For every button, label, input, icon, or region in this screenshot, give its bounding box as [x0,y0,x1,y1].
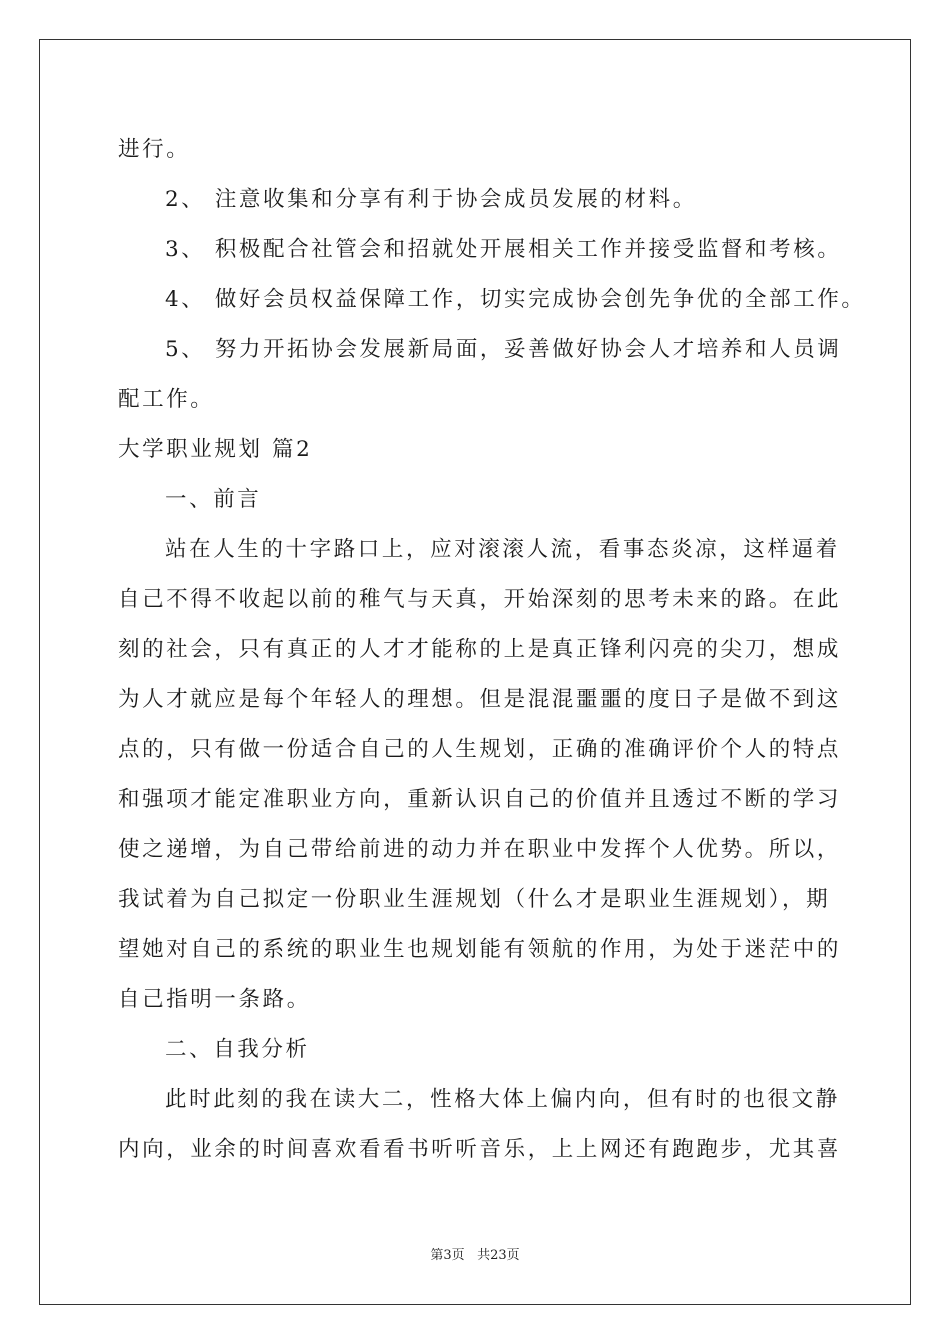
paragraph-line: 和强项才能定准职业方向，重新认识自己的价值并且透过不断的学习 [118,787,842,812]
paragraph-line: 自己指明一条路。 [118,987,311,1012]
section-title: 大学职业规划 篇2 [118,437,313,462]
heading-self-analysis: 二、自我分析 [165,1037,310,1062]
page-footer [0,1248,950,1264]
paragraph-line: 此时此刻的我在读大二，性格大体上偏内向，但有时的也很文静 [165,1087,840,1112]
page-border [39,39,911,1305]
list-item-3: 3、 积极配合社管会和招就处开展相关工作并接受监督和考核。 [165,237,842,262]
paragraph-line: 点的，只有做一份适合自己的人生规划，正确的准确评价个人的特点 [118,737,842,762]
paragraph-line: 自己不得不收起以前的稚气与天真，开始深刻的思考未来的路。在此 [118,587,842,612]
list-item-2: 2、 注意收集和分享有利于协会成员发展的材料。 [165,187,697,212]
paragraph-line: 我试着为自己拟定一份职业生涯规划（什么才是职业生涯规划），期 [118,887,831,912]
text-line: 配工作。 [118,387,215,412]
text-line: 进行。 [118,137,191,162]
paragraph-line: 为人才就应是每个年轻人的理想。但是混混噩噩的度日子是做不到这 [118,687,842,712]
page-total: 共23页 [477,1248,520,1263]
list-item-5: 5、 努力开拓协会发展新局面，妥善做好协会人才培养和人员调 [165,337,842,362]
page-number: 第3页 [430,1248,465,1263]
paragraph-line: 使之递增，为自己带给前进的动力并在职业中发挥个人优势。所以， [118,837,842,862]
paragraph-line: 刻的社会，只有真正的人才才能称的上是真正锋利闪亮的尖刀，想成 [118,637,842,662]
paragraph-line: 望她对自己的系统的职业生也规划能有领航的作用，为处于迷茫中的 [118,937,842,962]
list-item-4: 4、 做好会员权益保障工作，切实完成协会创先争优的全部工作。 [165,287,866,312]
paragraph-line: 站在人生的十字路口上，应对滚滚人流，看事态炎凉，这样逼着 [165,537,840,562]
heading-preface: 一、前言 [165,487,262,512]
paragraph-line: 内向，业余的时间喜欢看看书听听音乐，上上网还有跑跑步，尤其喜 [118,1137,842,1162]
